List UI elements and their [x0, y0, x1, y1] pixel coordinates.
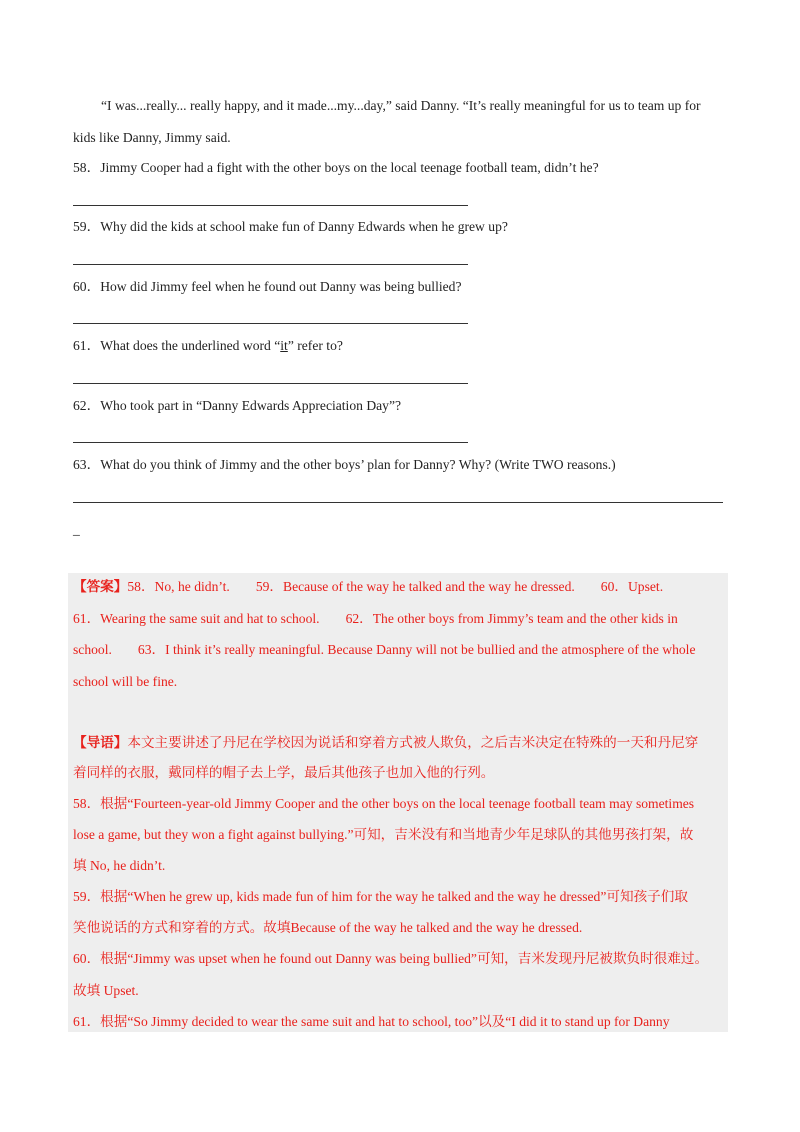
answer-blank-58[interactable] [73, 205, 468, 206]
answer-blank-59[interactable] [73, 264, 468, 265]
explanation-58-line-3: 填 No, he didn’t. [73, 858, 166, 873]
question-63 [73, 456, 616, 474]
question-text: Jimmy Cooper had a fight with the other boys on the local teenage football team, didn’t he? [100, 160, 599, 175]
question-number: 63． [73, 457, 101, 472]
explanation-59-line-2: 笑他说话的方式和穿着的方式。故填Because of the way he talked and the way he dressed. [73, 920, 583, 935]
explanation-60-line-1: 60．根据“Jimmy was upset when he found out Danny was being bullied”可知，吉米发现丹尼被欺负时很难过。 [73, 951, 709, 966]
explanation-58-line-1: 58．根据“Fourteen-year-old Jimmy Cooper and the other boys on the local teenage football team may sometimes [73, 796, 695, 811]
question-58 [73, 159, 599, 177]
question-61 [73, 337, 343, 355]
answer-blank-63[interactable] [73, 502, 723, 503]
answer-58: 58．No, he didn’t. [127, 579, 230, 594]
guide-label: 【导语】 [73, 735, 128, 750]
question-number: 62． [73, 398, 101, 413]
question-text: How did Jimmy feel when he found out Danny was being bullied? [100, 279, 462, 294]
guide-text: 本文主要讲述了丹尼在学校因为说话和穿着方式被人欺负，之后吉米决定在特殊的一天和丹尼穿 [127, 735, 699, 750]
question-60 [73, 278, 461, 296]
guide-line-1 [73, 734, 698, 752]
question-number: 58． [73, 160, 101, 175]
explanation-59-line-1: 59．根据“When he grew up, kids made fun of him for the way he talked and the way he dressed”可知孩子们取 [73, 889, 688, 904]
question-text: Why did the kids at school make fun of Danny Edwards when he grew up? [100, 219, 508, 234]
answer-61: 61．Wearing the same suit and hat to school. [73, 611, 320, 626]
answer-62-cont: school. [73, 642, 112, 657]
answer-line-4: school will be fine. [73, 674, 178, 689]
question-text-post: ” refer to? [287, 338, 343, 353]
explanation-58-line-2: lose a game, but they won a fight against bullying.”可知，吉米没有和当地青少年足球队的其他男孩打架，故 [73, 827, 694, 842]
answer-line-3 [73, 641, 695, 659]
explanation-60-line-2: 故填 Upset. [73, 983, 139, 998]
explanation-61-line-1: 61．根据“So Jimmy decided to wear the same suit and hat to school, too”以及“I did it to stand up for Danny [73, 1014, 670, 1029]
underlined-word: it [280, 338, 288, 353]
passage-line-2: kids like Danny, Jimmy said. [73, 130, 231, 145]
guide-line-2: 着同样的衣服，戴同样的帽子去上学，最后其他孩子也加入他的行列。 [73, 765, 495, 780]
question-text: Who took part in “Danny Edwards Appreciation Day”? [100, 398, 402, 413]
answer-59: 59．Because of the way he talked and the way he dressed. [255, 579, 575, 594]
answer-blank-61[interactable] [73, 383, 468, 384]
answer-60: 60．Upset. [600, 579, 664, 594]
question-text: What do you think of Jimmy and the other boys’ plan for Danny? Why? (Write TWO reasons.) [100, 457, 616, 472]
answer-label: 【答案】 [73, 579, 128, 594]
passage-line-1: “I was...really... really happy, and it made...my...day,” said Danny. “It’s really meaningful for us to team up for [101, 98, 701, 113]
trailing-dash: _ [73, 522, 80, 537]
answer-line-2 [73, 610, 678, 628]
question-text-pre: What does the underlined word “ [100, 338, 281, 353]
answer-blank-62[interactable] [73, 442, 468, 443]
answer-line-1 [73, 578, 663, 596]
answer-blank-60[interactable] [73, 323, 468, 324]
answer-63: 63．I think it’s really meaningful. Because Danny will not be bullied and the atmosphere of the whole [137, 642, 696, 657]
question-59 [73, 218, 508, 236]
question-number: 59． [73, 219, 101, 234]
answer-62: 62．The other boys from Jimmy’s team and the other kids in [345, 611, 678, 626]
question-number: 61． [73, 338, 101, 353]
question-62 [73, 397, 401, 415]
question-number: 60． [73, 279, 101, 294]
